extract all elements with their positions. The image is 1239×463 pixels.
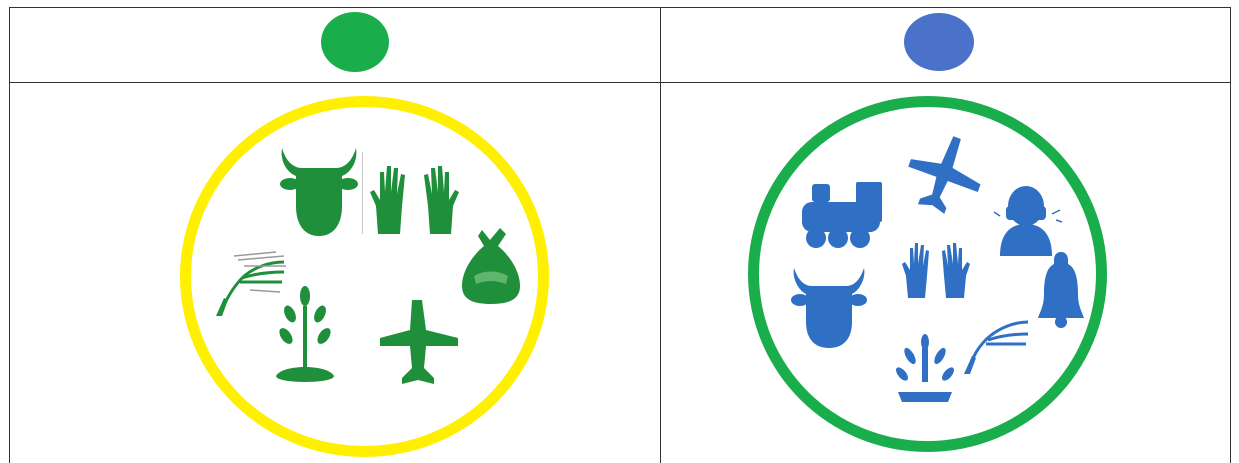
bell-icon: [1038, 250, 1084, 330]
icon-seam: [362, 152, 363, 234]
green-dot: [321, 12, 389, 72]
hands-icon: [900, 240, 972, 300]
hands-icon: [368, 162, 460, 236]
fountain-icon: [892, 334, 958, 406]
blue-dot: [904, 13, 974, 71]
airplane-icon: [378, 298, 460, 386]
cow-head-icon: [790, 266, 868, 350]
header-divider: [9, 82, 1231, 83]
crying-woman-icon: [990, 180, 1062, 258]
wind-tree-icon: [962, 312, 1032, 376]
airplane-icon: [906, 134, 986, 214]
cow-head-icon: [278, 146, 360, 238]
plant-icon: [272, 284, 338, 388]
column-divider: [660, 7, 661, 463]
sack-icon: [460, 226, 522, 306]
train-icon: [798, 180, 884, 252]
